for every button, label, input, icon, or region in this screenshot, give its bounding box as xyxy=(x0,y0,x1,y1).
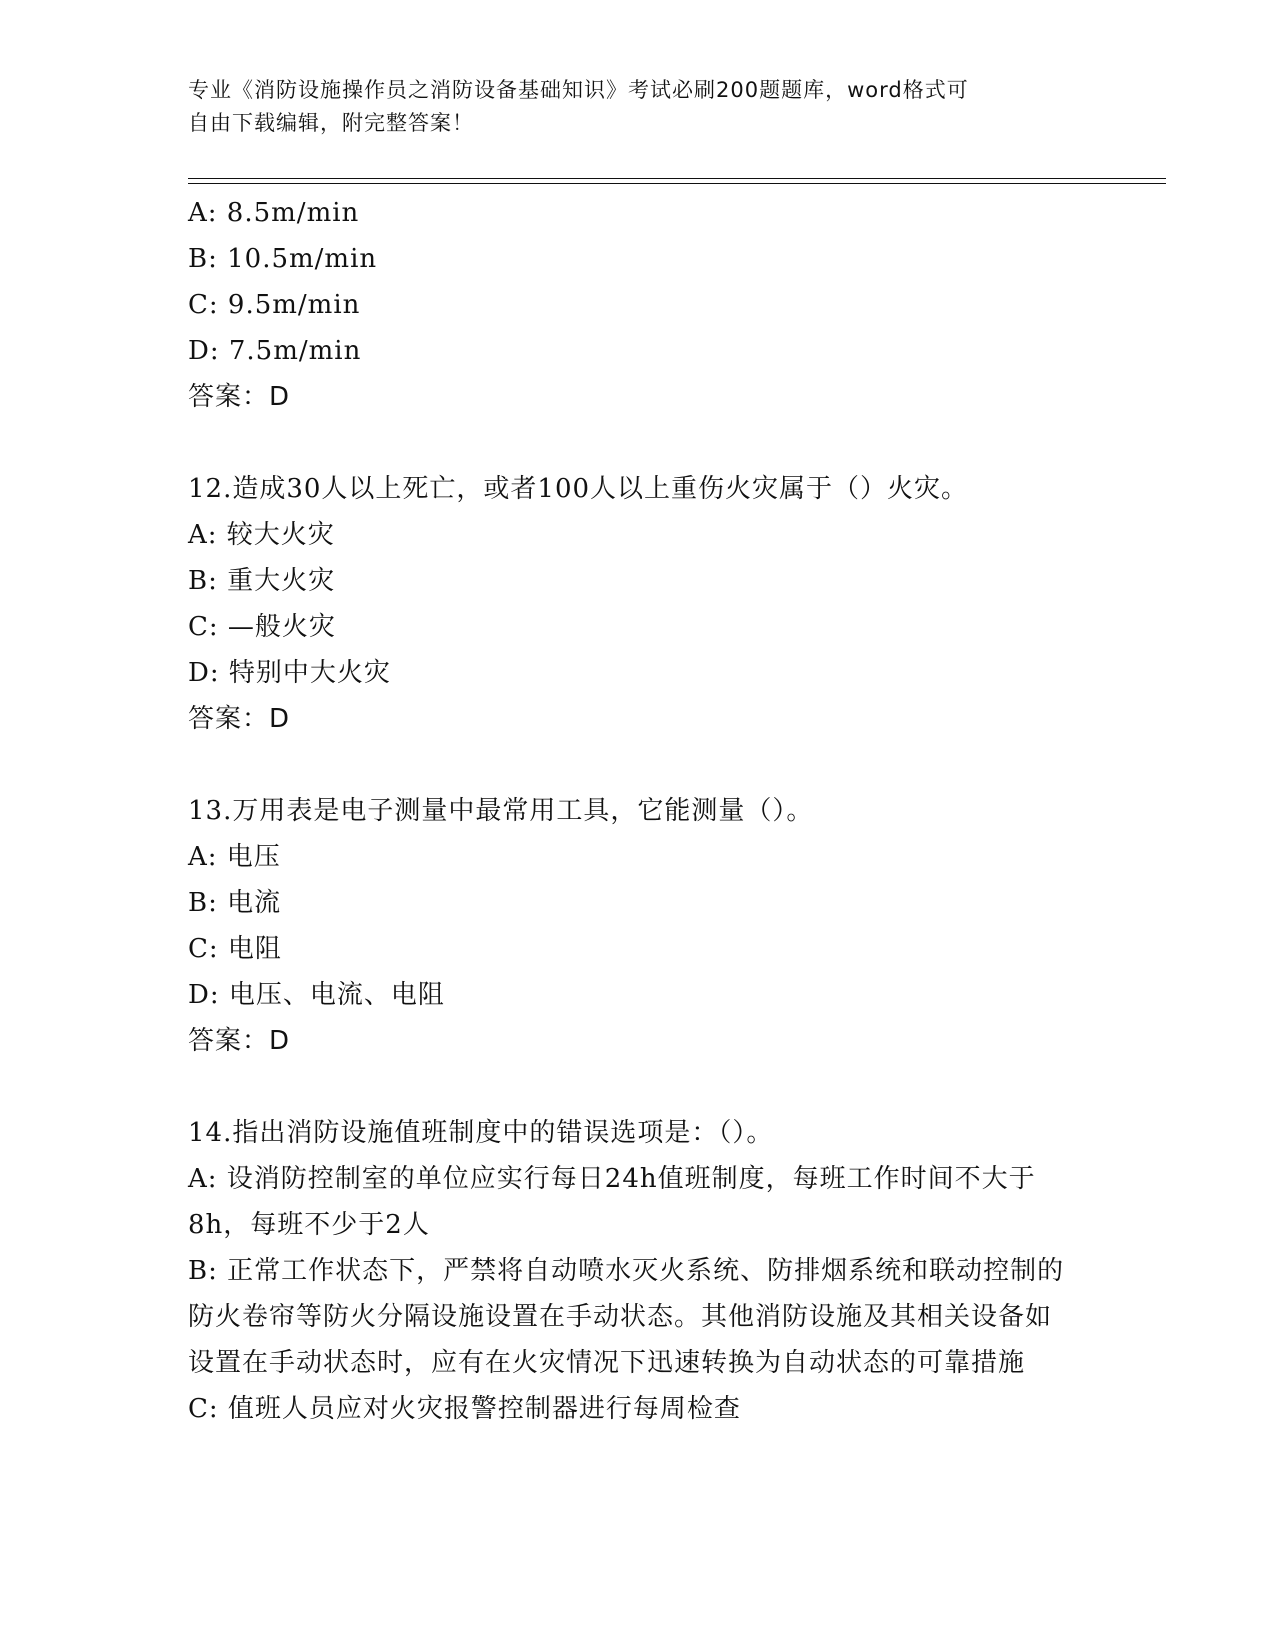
q11-answer: 答案：D xyxy=(188,382,291,412)
q14-option-b: B: 正常工作状态下，严禁将自动喷水灭火系统、防排烟系统和联动控制的防火卷帘等防火分隔设施设置在手动状态。其他消防设施及其相关设备如设置在手动状态时，应有在火灾情况下迅速转换为自动状态的可靠措施 xyxy=(188,1256,1065,1378)
q12-option-c: C: —般火灾 xyxy=(188,612,336,642)
q13-option-b: B: 电流 xyxy=(188,888,282,918)
spacer xyxy=(188,742,1088,788)
q12-stem: 12.造成30人以上死亡，或者100人以上重伤火灾属于（）火灾。 xyxy=(188,474,969,504)
header-rule-bottom xyxy=(188,183,1166,184)
q13-option-a: A: 电压 xyxy=(188,842,281,872)
q11-option-a: A: 8.5m/min xyxy=(188,198,360,228)
document-header xyxy=(188,74,1088,140)
q13-answer: 答案：D xyxy=(188,1026,291,1056)
question-12 xyxy=(188,466,1088,742)
spacer xyxy=(188,1064,1088,1110)
question-14 xyxy=(188,1110,1088,1432)
q12-option-b: B: 重大火灾 xyxy=(188,566,336,596)
q11-option-d: D: 7.5m/min xyxy=(188,336,362,366)
question-13 xyxy=(188,788,1088,1064)
q13-option-d: D: 电压、电流、电阻 xyxy=(188,980,445,1010)
header-line-2: 自由下载编辑，附完整答案！ xyxy=(188,111,474,135)
q11-option-b: B: 10.5m/min xyxy=(188,244,378,274)
q14-stem: 14.指出消防设施值班制度中的错误选项是：（）。 xyxy=(188,1118,774,1148)
q14-option-c: C: 值班人员应对火灾报警控制器进行每周检查 xyxy=(188,1394,741,1424)
q13-option-c: C: 电阻 xyxy=(188,934,282,964)
spacer xyxy=(188,420,1088,466)
q12-option-a: A: 较大火灾 xyxy=(188,520,335,550)
question-11-continued xyxy=(188,190,1088,420)
q12-option-d: D: 特别中大火灾 xyxy=(188,658,391,688)
q13-stem: 13.万用表是电子测量中最常用工具，它能测量（）。 xyxy=(188,796,814,826)
q14-option-a: A: 设消防控制室的单位应实行每日24h值班制度，每班工作时间不大于8h，每班不少于2人 xyxy=(188,1164,1036,1240)
q12-answer: 答案：D xyxy=(188,704,291,734)
question-list xyxy=(188,190,1088,1432)
q11-option-c: C: 9.5m/min xyxy=(188,290,361,320)
header-rule-top xyxy=(188,178,1166,179)
header-line-1: 专业《消防设施操作员之消防设备基础知识》考试必刷200题题库，word格式可 xyxy=(188,78,969,102)
